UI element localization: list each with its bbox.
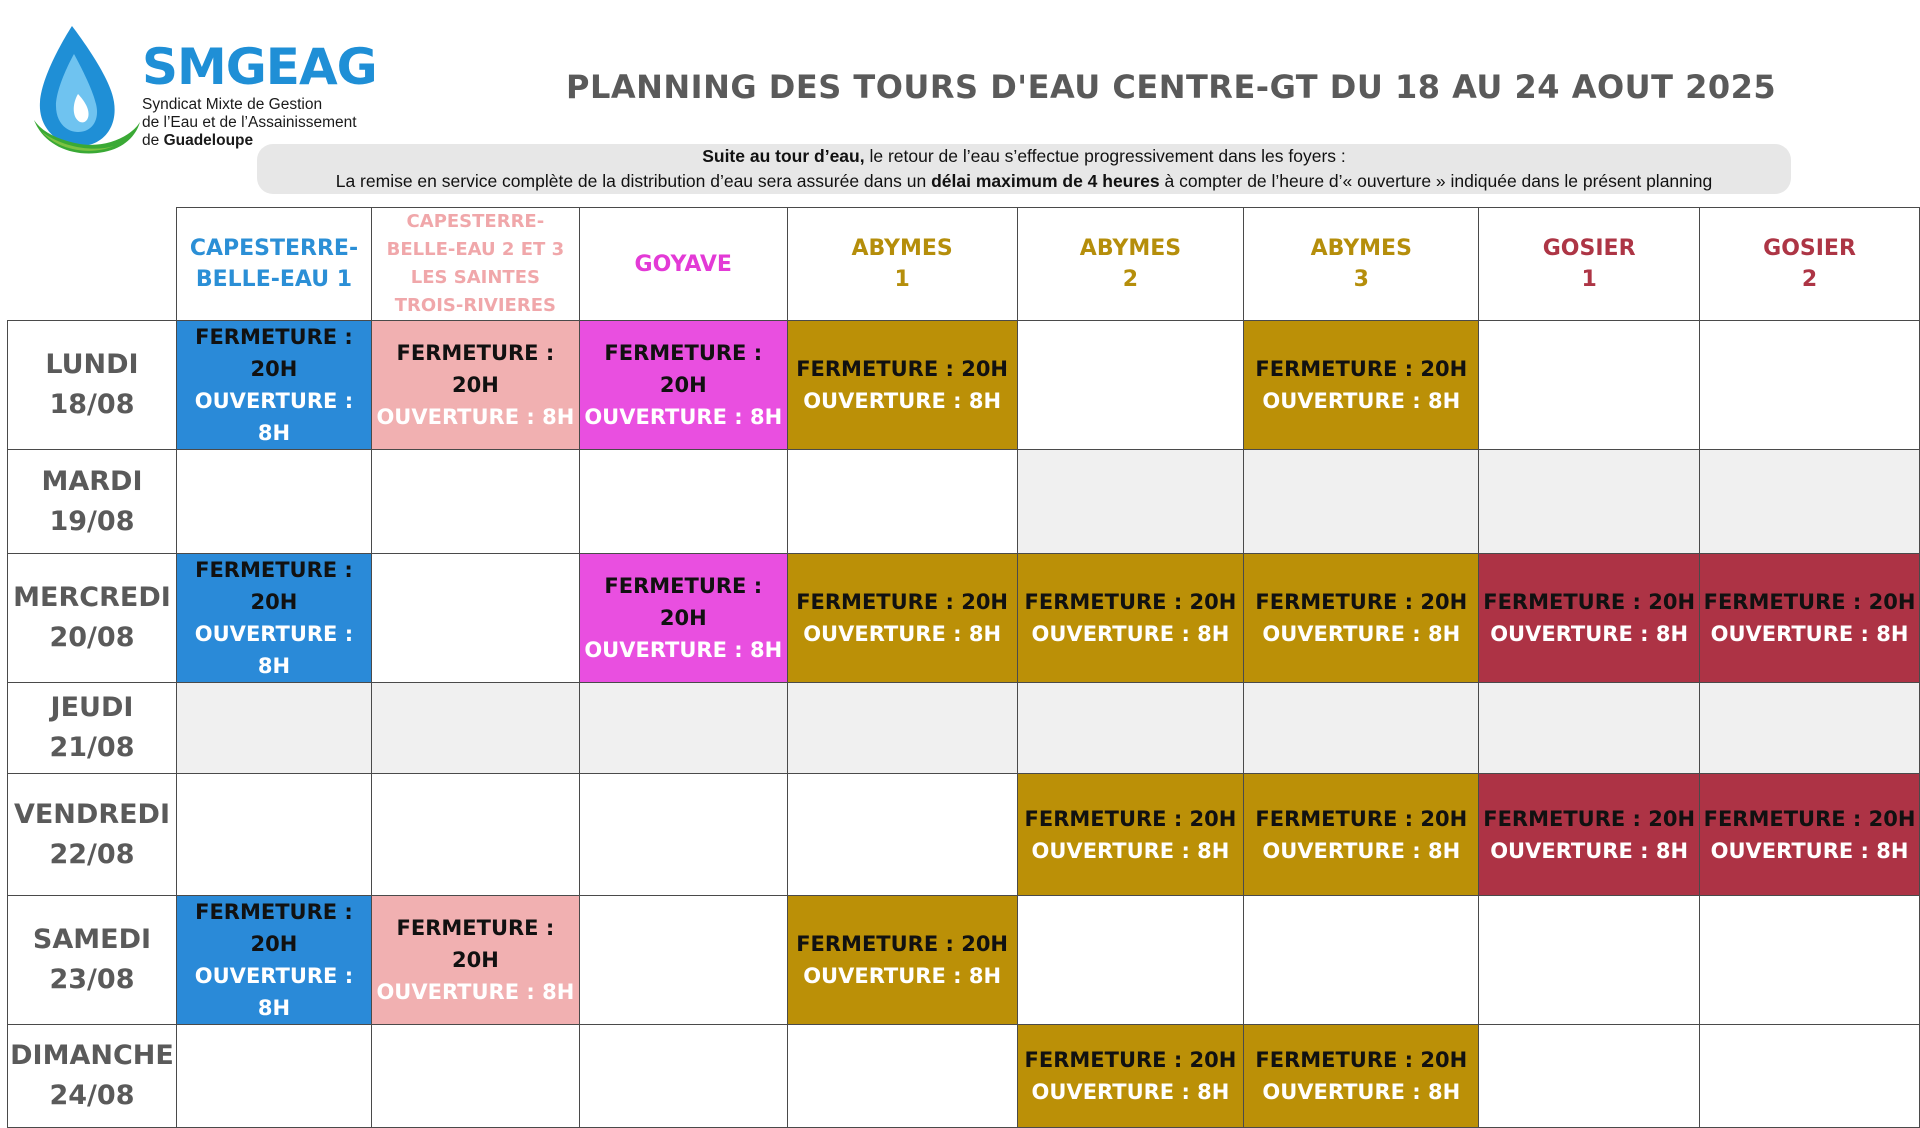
closing-time: FERMETURE : 20H [1703, 806, 1916, 831]
empty-cell [371, 450, 579, 554]
empty-cell [1479, 321, 1700, 450]
brand-subtitle-line1: Syndicat Mixte de Gestion [142, 96, 323, 113]
column-header-text: GOYAVE [634, 251, 732, 277]
empty-cell [176, 450, 371, 554]
notice-line2 [257, 169, 1791, 194]
day-label [8, 554, 177, 683]
closing-time: FERMETURE : 20H [195, 900, 353, 956]
closing-time: FERMETURE : 20H [396, 916, 555, 972]
water-cut-slot [176, 321, 371, 450]
notice-line2-bold: délai maximum de 4 heures [931, 171, 1160, 191]
schedule-row [8, 683, 1920, 774]
brand-subtitle [142, 96, 357, 150]
empty-cell [176, 1025, 371, 1128]
water-cut-slot [371, 896, 579, 1025]
corner-cell [8, 208, 177, 321]
water-cut-slot [579, 554, 787, 683]
notice-line2-start: La remise en service complète de la distribution d’eau sera assurée dans un [335, 171, 932, 191]
column-header-text: BELLE-EAU 2 ET 3 [386, 239, 565, 260]
water-cut-slot [1700, 554, 1920, 683]
empty-cell [371, 554, 579, 683]
column-header-text: 2 [1801, 267, 1818, 292]
column-header-text: CAPESTERRE- [406, 211, 545, 232]
closing-time: FERMETURE : 20H [1255, 1048, 1468, 1072]
schedule-row [8, 896, 1920, 1025]
day-date: 22/08 [49, 838, 135, 870]
opening-time: OUVERTURE : 8H [1031, 622, 1230, 646]
column-header-text: GOSIER [1763, 236, 1856, 261]
closing-time: FERMETURE : 20H [796, 932, 1009, 956]
closing-time: FERMETURE : 20H [1255, 806, 1468, 831]
closing-time: FERMETURE : 20H [195, 558, 353, 614]
empty-cell [1700, 683, 1920, 774]
closing-time: FERMETURE : 20H [1483, 806, 1696, 831]
empty-cell [1244, 683, 1479, 774]
water-cut-slot [1244, 1025, 1479, 1128]
notice-line2-end: à compter de l’heure d’« ouverture » indiquée dans le présent planning [1159, 171, 1713, 191]
smgeag-logo [34, 24, 377, 159]
empty-cell [1017, 683, 1244, 774]
opening-time: OUVERTURE : 8H [376, 980, 575, 1004]
water-cut-slot [787, 321, 1017, 450]
water-cut-slot [579, 321, 787, 450]
opening-time: OUVERTURE : 8H [803, 389, 1002, 413]
day-label [8, 683, 177, 774]
column-header-8 [1700, 208, 1920, 321]
closing-time: FERMETURE : 20H [1255, 357, 1468, 381]
water-cut-slot [787, 896, 1017, 1025]
empty-cell [579, 774, 787, 896]
empty-cell [176, 774, 371, 896]
water-cut-slot [371, 321, 579, 450]
water-cut-slot [1017, 554, 1244, 683]
column-header-7 [1479, 208, 1700, 321]
empty-cell [579, 896, 787, 1025]
water-cut-slot [1700, 774, 1920, 896]
column-header-text: 1 [894, 267, 910, 292]
closing-time: FERMETURE : 20H [1255, 590, 1468, 614]
opening-time: OUVERTURE : 8H [1262, 1080, 1461, 1104]
column-header-4 [787, 208, 1017, 321]
day-date: 23/08 [49, 964, 135, 995]
column-header-2 [371, 208, 579, 321]
empty-cell [579, 450, 787, 554]
column-header-3 [579, 208, 787, 321]
empty-cell [787, 1025, 1017, 1128]
opening-time: OUVERTURE : 8H [1710, 622, 1909, 646]
empty-cell [787, 683, 1017, 774]
closing-time: FERMETURE : 20H [195, 325, 353, 381]
day-name: MARDI [41, 465, 143, 497]
empty-cell [1700, 321, 1920, 450]
brand-subtitle-line2: de l’Eau et de l’Assainissement [142, 114, 357, 131]
day-name: MERCREDI [13, 582, 171, 613]
opening-time: OUVERTURE : 8H [803, 964, 1002, 988]
closing-time: FERMETURE : 20H [1024, 590, 1237, 614]
water-cut-slot [1244, 321, 1479, 450]
empty-cell [1700, 896, 1920, 1025]
empty-cell [1017, 896, 1244, 1025]
brand-subtitle-region: Guadeloupe [163, 132, 254, 149]
opening-time: OUVERTURE : 8H [584, 638, 783, 662]
empty-cell [1479, 683, 1700, 774]
closing-time: FERMETURE : 20H [796, 590, 1009, 614]
column-header-text: GOSIER [1542, 236, 1636, 261]
opening-time: OUVERTURE : 8H [1031, 838, 1230, 863]
day-date: 19/08 [49, 505, 135, 537]
day-date: 24/08 [49, 1080, 135, 1111]
opening-time: OUVERTURE : 8H [1490, 838, 1689, 863]
brand-name: SMGEAG [142, 38, 377, 96]
column-header-text: LES SAINTES [410, 267, 540, 288]
day-label [8, 896, 177, 1025]
water-cut-slot [787, 554, 1017, 683]
empty-cell [1479, 450, 1700, 554]
opening-time: OUVERTURE : 8H [1031, 1080, 1230, 1104]
schedule-row [8, 450, 1920, 554]
notice-line1-bold: Suite au tour d’eau, [702, 146, 865, 166]
empty-cell [1244, 450, 1479, 554]
empty-cell [787, 774, 1017, 896]
day-date: 18/08 [49, 389, 135, 420]
notice-line1-rest: le retour de l’eau s’effectue progressivement dans les foyers : [864, 146, 1346, 166]
day-name: SAMEDI [32, 924, 152, 955]
empty-cell [1244, 896, 1479, 1025]
closing-time: FERMETURE : 20H [796, 357, 1009, 381]
opening-time: OUVERTURE : 8H [1262, 838, 1461, 863]
empty-cell [579, 1025, 787, 1128]
closing-time: FERMETURE : 20H [1024, 806, 1237, 831]
day-date: 21/08 [49, 732, 135, 763]
opening-time: OUVERTURE : 8H [1490, 622, 1689, 646]
opening-time: OUVERTURE : 8H [194, 622, 354, 678]
closing-time: FERMETURE : 20H [396, 341, 555, 397]
water-cut-slot [1479, 774, 1700, 896]
schedule-row [8, 774, 1920, 896]
empty-cell [371, 1025, 579, 1128]
notice-line1 [257, 144, 1791, 169]
schedule-row [8, 1025, 1920, 1128]
day-label [8, 774, 177, 896]
opening-time: OUVERTURE : 8H [376, 405, 575, 429]
column-header-5 [1017, 208, 1244, 321]
column-header-text: BELLE-EAU 1 [195, 267, 353, 292]
empty-cell [1700, 450, 1920, 554]
day-name: JEUDI [50, 692, 134, 723]
column-header-text: ABYMES [1079, 236, 1182, 261]
water-cut-slot [1479, 554, 1700, 683]
opening-time: OUVERTURE : 8H [1262, 622, 1461, 646]
opening-time: OUVERTURE : 8H [194, 964, 354, 1020]
column-header-6 [1244, 208, 1479, 321]
water-cut-slot [1244, 774, 1479, 896]
opening-time: OUVERTURE : 8H [803, 622, 1002, 646]
water-cut-slot [176, 896, 371, 1025]
notice-banner [257, 144, 1791, 194]
water-cut-slot [1017, 774, 1244, 896]
day-label [8, 1025, 177, 1128]
closing-time: FERMETURE : 20H [1703, 590, 1916, 614]
empty-cell [371, 683, 579, 774]
empty-cell [371, 774, 579, 896]
empty-cell [1479, 896, 1700, 1025]
day-name: VENDREDI [13, 798, 171, 830]
day-label [8, 450, 177, 554]
closing-time: FERMETURE : 20H [1483, 590, 1696, 614]
brand-subtitle-prefix: de [142, 132, 164, 149]
column-header-1 [176, 208, 371, 321]
water-drop-leaf-icon [34, 24, 144, 159]
column-header-row [8, 208, 1920, 321]
column-header-text: 2 [1122, 267, 1139, 292]
closing-time: FERMETURE : 20H [604, 574, 763, 630]
water-cut-slot [176, 554, 371, 683]
closing-time: FERMETURE : 20H [1024, 1048, 1237, 1072]
closing-time: FERMETURE : 20H [604, 341, 763, 397]
empty-cell [1017, 321, 1244, 450]
opening-time: OUVERTURE : 8H [1262, 389, 1461, 413]
day-name: DIMANCHE [10, 1040, 174, 1071]
empty-cell [579, 683, 787, 774]
schedule-row [8, 554, 1920, 683]
opening-time: OUVERTURE : 8H [1710, 838, 1909, 863]
column-header-text: CAPESTERRE- [189, 236, 359, 261]
column-header-text: TROIS-RIVIERES [394, 295, 556, 316]
day-label [8, 321, 177, 450]
page-title: PLANNING DES TOURS D'EAU CENTRE-GT DU 18 AU 24 AOUT 2025 [566, 68, 1777, 106]
schedule-table [7, 207, 1920, 1128]
column-header-text: 3 [1353, 267, 1369, 292]
column-header-text: ABYMES [851, 236, 953, 261]
column-header-text: 1 [1581, 267, 1597, 292]
empty-cell [1017, 450, 1244, 554]
day-name: LUNDI [45, 349, 139, 380]
water-cut-slot [1244, 554, 1479, 683]
empty-cell [1479, 1025, 1700, 1128]
opening-time: OUVERTURE : 8H [194, 389, 354, 445]
water-cut-slot [1017, 1025, 1244, 1128]
opening-time: OUVERTURE : 8H [584, 405, 783, 429]
empty-cell [787, 450, 1017, 554]
day-date: 20/08 [49, 622, 135, 653]
empty-cell [176, 683, 371, 774]
empty-cell [1700, 1025, 1920, 1128]
column-header-text: ABYMES [1310, 236, 1412, 261]
schedule-row [8, 321, 1920, 450]
